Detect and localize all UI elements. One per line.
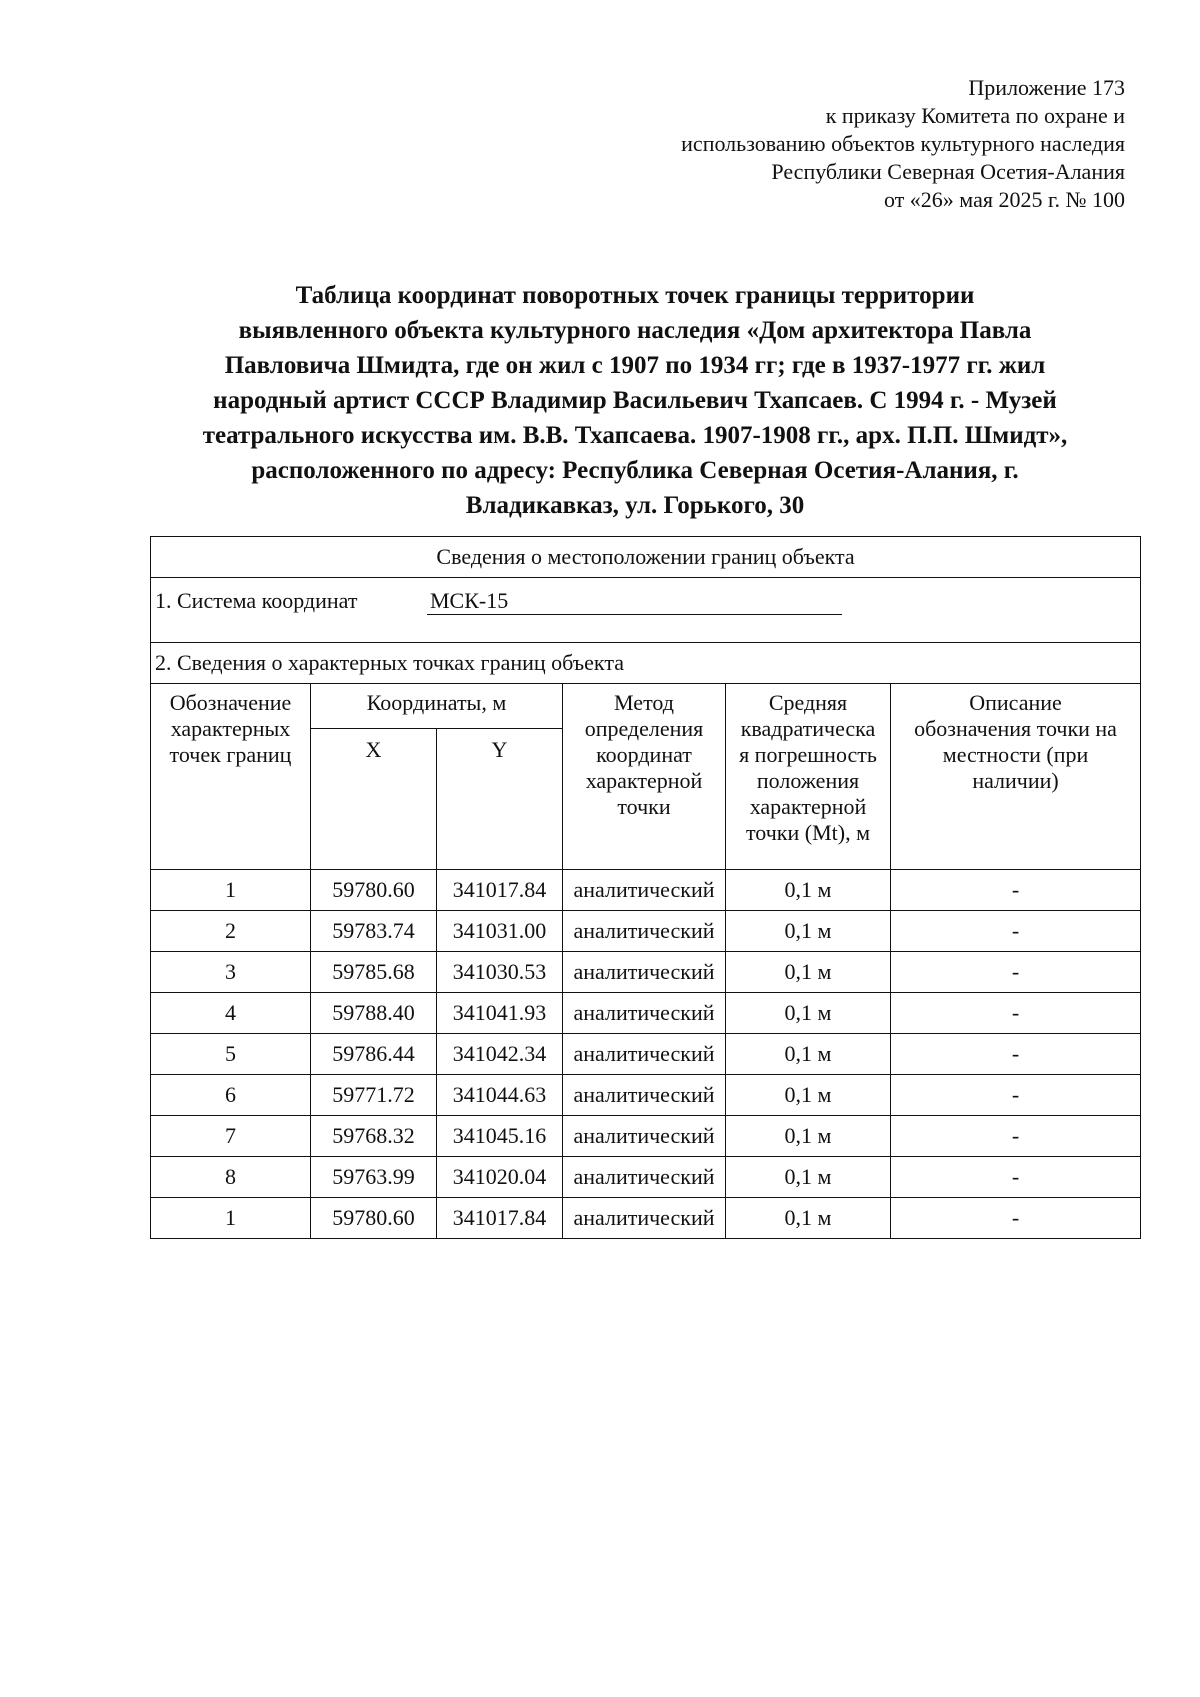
cell-error: 0,1 м xyxy=(726,1198,891,1239)
cell-y: 341042.34 xyxy=(437,1034,563,1075)
cell-error: 0,1 м xyxy=(726,1075,891,1116)
cell-point: 8 xyxy=(151,1157,311,1198)
title-line: народный артист СССР Владимир Васильевич Тхапсаев. С 1994 г. - Музей xyxy=(213,387,1057,414)
title-line: расположенного по адресу: Республика Северная Осетия-Алания, г. xyxy=(251,457,1019,484)
cell-y: 341020.04 xyxy=(437,1157,563,1198)
header-error: Средняя квадратическа я погрешность положения характерной точки (Mt), м xyxy=(726,684,891,870)
cell-description: - xyxy=(891,1075,1141,1116)
header-designation: Обозначение характерных точек границ xyxy=(151,684,311,870)
cell-description: - xyxy=(891,1198,1141,1239)
appendix-line: использованию объектов культурного наследия xyxy=(681,131,1125,156)
table-row xyxy=(151,870,1141,911)
title-line: театрального искусства им. В.В. Тхапсаева. 1907-1908 гг., арх. П.П. Шмидт», xyxy=(202,422,1068,449)
appendix-line: от «26» мая 2025 г. № 100 xyxy=(883,187,1125,212)
cell-description: - xyxy=(891,1116,1141,1157)
appendix-line: к приказу Комитета по охране и xyxy=(825,103,1125,128)
title-line: Владикавказ, ул. Горького, 30 xyxy=(465,492,805,519)
cell-method: аналитический xyxy=(563,1198,726,1239)
cell-x: 59763.99 xyxy=(311,1157,437,1198)
coordinate-system-value: МСК-15 xyxy=(427,588,842,615)
cell-x: 59768.32 xyxy=(311,1116,437,1157)
cell-error: 0,1 м xyxy=(726,1157,891,1198)
cell-x: 59780.60 xyxy=(311,1198,437,1239)
header-description: Описание обозначения точки на местности (при наличии) xyxy=(891,684,1141,870)
cell-point: 2 xyxy=(151,911,311,952)
cell-method: аналитический xyxy=(563,1075,726,1116)
table-row xyxy=(151,993,1141,1034)
cell-error: 0,1 м xyxy=(726,993,891,1034)
location-section-title: Сведения о местоположении границ объекта xyxy=(151,537,1141,578)
cell-x: 59783.74 xyxy=(311,911,437,952)
cell-method: аналитический xyxy=(563,993,726,1034)
title-line: Таблица координат поворотных точек границы территории xyxy=(295,282,975,309)
cell-point: 5 xyxy=(151,1034,311,1075)
cell-y: 341030.53 xyxy=(437,952,563,993)
table-row xyxy=(151,1034,1141,1075)
cell-description: - xyxy=(891,952,1141,993)
cell-x: 59786.44 xyxy=(311,1034,437,1075)
appendix-line: Республики Северная Осетия-Алания xyxy=(771,159,1125,184)
cell-x: 59785.68 xyxy=(311,952,437,993)
cell-error: 0,1 м xyxy=(726,1034,891,1075)
cell-y: 341017.84 xyxy=(437,1198,563,1239)
cell-x: 59780.60 xyxy=(311,870,437,911)
cell-method: аналитический xyxy=(563,952,726,993)
document-title xyxy=(140,278,1130,523)
coordinates-table xyxy=(150,536,1141,1239)
cell-error: 0,1 м xyxy=(726,911,891,952)
cell-point: 7 xyxy=(151,1116,311,1157)
cell-method: аналитический xyxy=(563,1157,726,1198)
header-coordinates: Координаты, м xyxy=(311,684,563,729)
cell-method: аналитический xyxy=(563,870,726,911)
cell-y: 341041.93 xyxy=(437,993,563,1034)
cell-error: 0,1 м xyxy=(726,1116,891,1157)
cell-point: 3 xyxy=(151,952,311,993)
cell-description: - xyxy=(891,911,1141,952)
cell-y: 341031.00 xyxy=(437,911,563,952)
cell-point: 1 xyxy=(151,1198,311,1239)
table-row xyxy=(151,1075,1141,1116)
cell-description: - xyxy=(891,1034,1141,1075)
table-row xyxy=(151,911,1141,952)
cell-error: 0,1 м xyxy=(726,952,891,993)
cell-description: - xyxy=(891,870,1141,911)
cell-method: аналитический xyxy=(563,1116,726,1157)
table-row xyxy=(151,1116,1141,1157)
points-section-title: 2. Сведения о характерных точках границ объекта xyxy=(151,643,1141,684)
header-x: X xyxy=(311,729,437,870)
coordinate-system-label: 1. Система координат xyxy=(155,588,358,613)
title-line: выявленного объекта культурного наследия «Дом архитектора Павла xyxy=(238,317,1032,344)
table-row xyxy=(151,1198,1141,1239)
cell-x: 59771.72 xyxy=(311,1075,437,1116)
cell-point: 1 xyxy=(151,870,311,911)
cell-point: 4 xyxy=(151,993,311,1034)
title-line: Павловича Шмидта, где он жил с 1907 по 1934 гг; где в 1937-1977 гг. жил xyxy=(224,352,1046,379)
cell-y: 341044.63 xyxy=(437,1075,563,1116)
cell-description: - xyxy=(891,993,1141,1034)
header-y: Y xyxy=(437,729,563,870)
header-method: Метод определения координат характерной точки xyxy=(563,684,726,870)
cell-description: - xyxy=(891,1157,1141,1198)
table-row xyxy=(151,952,1141,993)
coordinate-system-row xyxy=(151,578,1141,643)
table-row xyxy=(151,1157,1141,1198)
cell-error: 0,1 м xyxy=(726,870,891,911)
cell-y: 341045.16 xyxy=(437,1116,563,1157)
cell-point: 6 xyxy=(151,1075,311,1116)
appendix-line: Приложение 173 xyxy=(968,75,1125,100)
cell-x: 59788.40 xyxy=(311,993,437,1034)
cell-method: аналитический xyxy=(563,1034,726,1075)
cell-y: 341017.84 xyxy=(437,870,563,911)
appendix-header xyxy=(681,74,1125,214)
cell-method: аналитический xyxy=(563,911,726,952)
